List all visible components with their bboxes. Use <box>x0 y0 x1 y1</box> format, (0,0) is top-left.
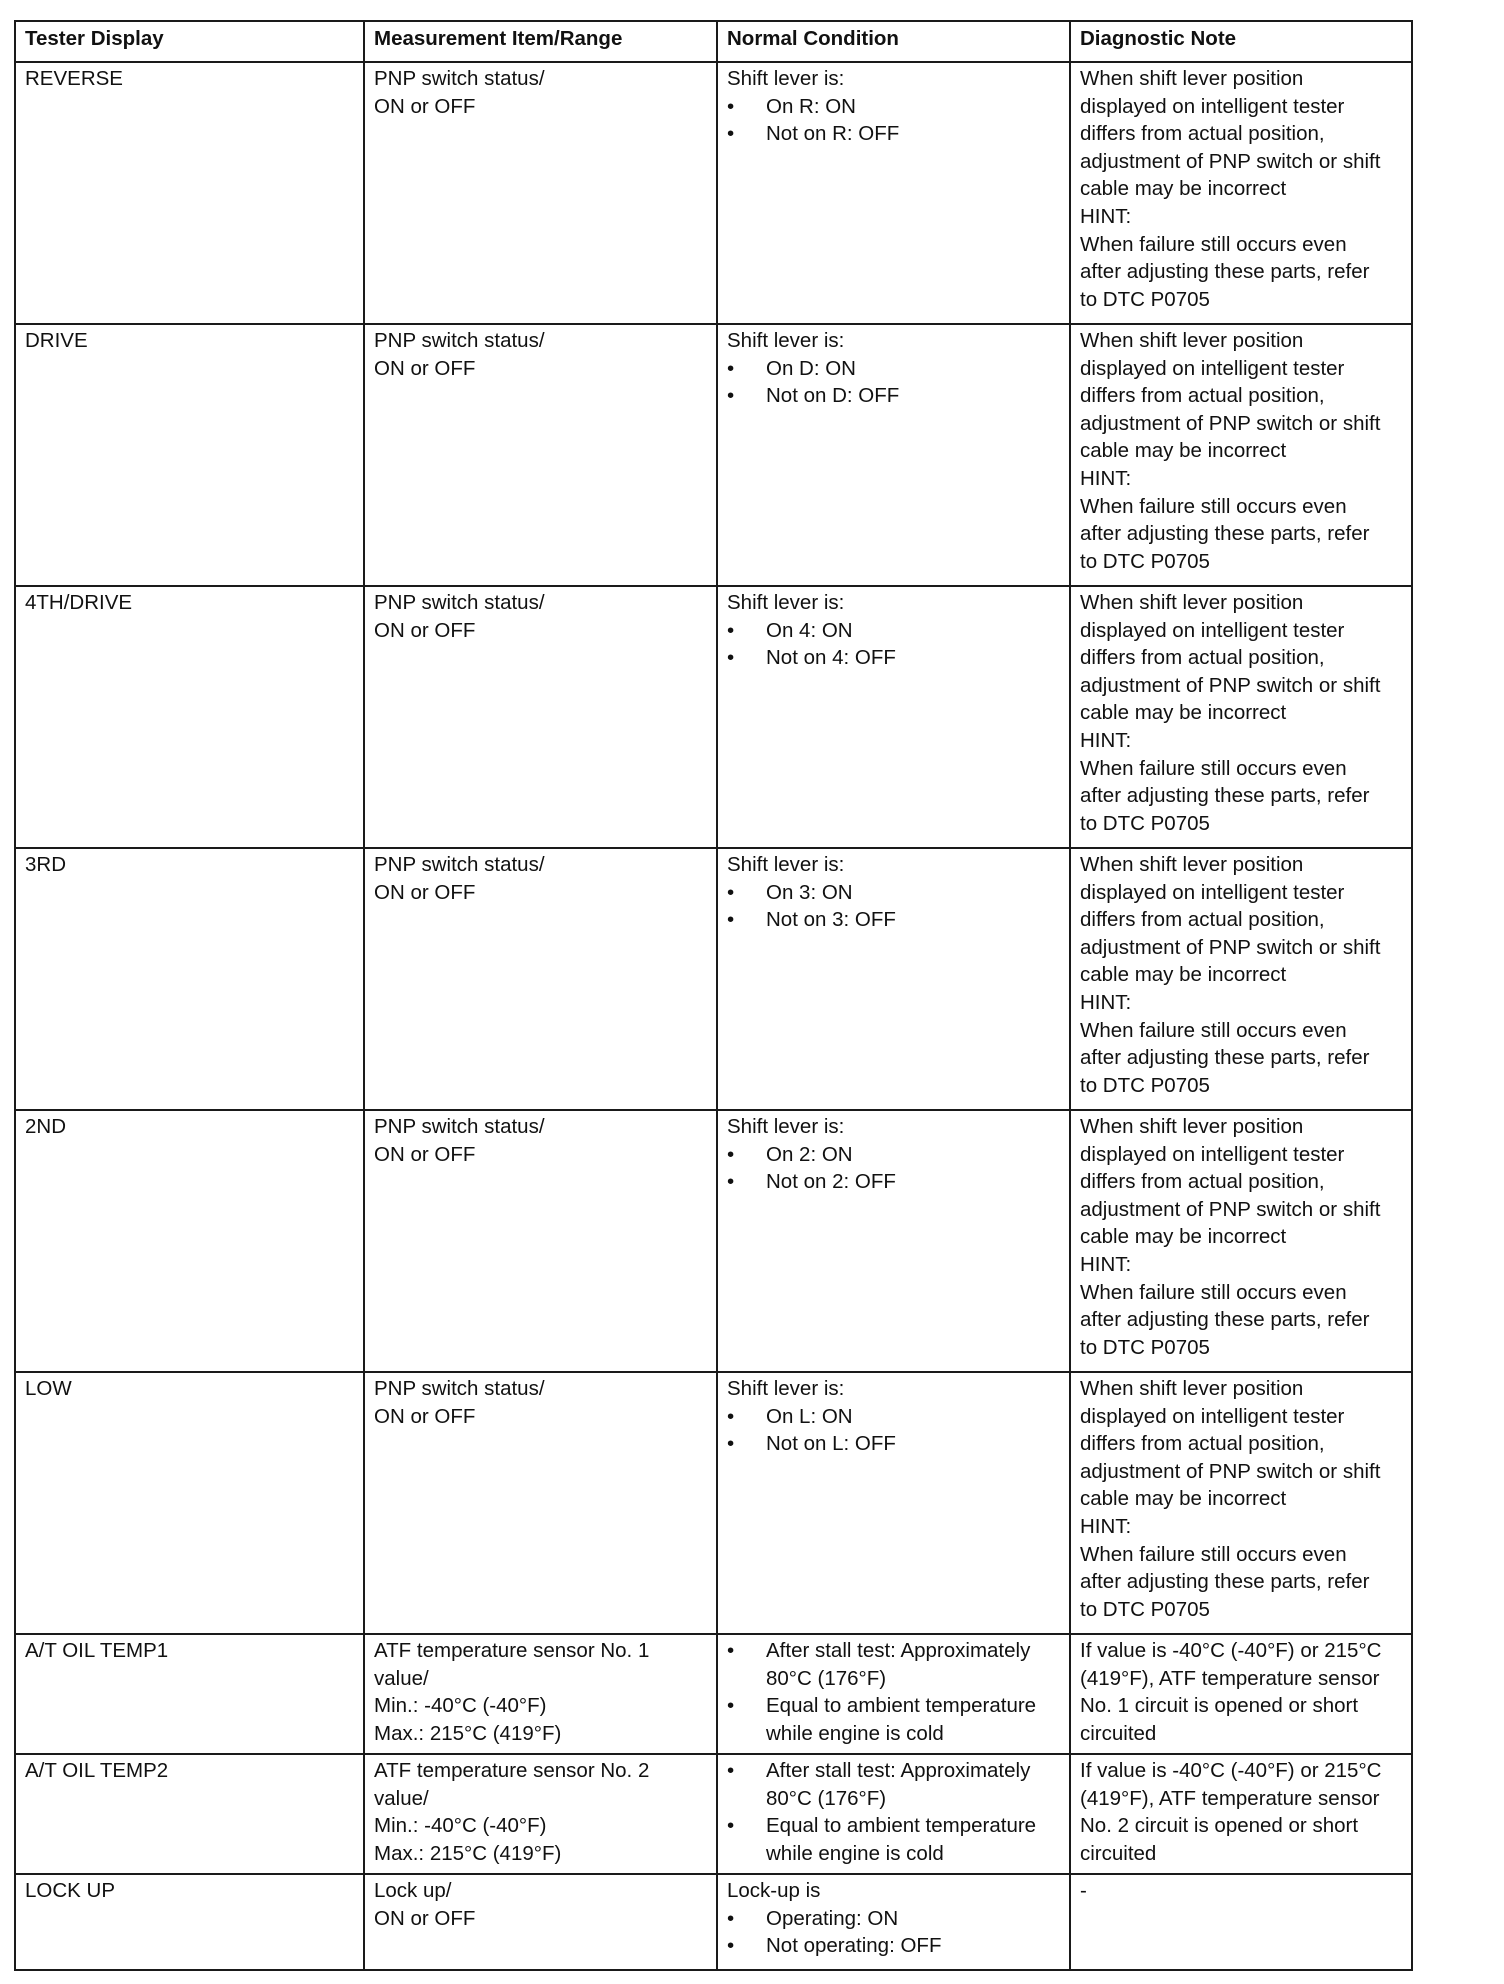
diagnostic-note-line: displayed on intelligent tester <box>1080 880 1345 904</box>
diagnostic-note-line: cable may be incorrect <box>1080 1225 1287 1249</box>
diagnostic-note-line: after adjusting these parts, refer <box>1080 784 1370 808</box>
measurement-line: ON or OFF <box>374 356 476 380</box>
bullet-dot: • <box>727 1814 735 1838</box>
normal-condition-bullet <box>727 382 1061 410</box>
cell-measurement-item <box>364 62 717 324</box>
diagnostic-note-line: adjustment of PNP switch or shift <box>1080 1459 1381 1483</box>
diagnostic-note-line: If value is -40°C (-40°F) or 215°C <box>1080 1639 1382 1662</box>
bullet-text: while engine is cold <box>766 1841 944 1865</box>
cell-normal-condition <box>717 62 1070 324</box>
cell-diagnostic-note <box>1070 1754 1412 1874</box>
data-list-table <box>14 20 1413 1971</box>
bullet-dot: • <box>727 618 735 642</box>
normal-condition-lead: Shift lever is: <box>727 329 845 352</box>
normal-condition-lead: Lock-up is <box>727 1879 821 1902</box>
diagnostic-note-line: after adjusting these parts, refer <box>1080 1570 1370 1594</box>
diagnostic-note-line: When shift lever position <box>1080 1115 1304 1138</box>
diagnostic-note-line: When shift lever position <box>1080 329 1304 352</box>
diagnostic-note-line: after adjusting these parts, refer <box>1080 1046 1370 1070</box>
diagnostic-note-line: - <box>1080 1879 1087 1902</box>
normal-condition-bullet <box>727 906 1061 934</box>
bullet-text: On 2: ON <box>766 1142 853 1166</box>
cell-tester-display <box>15 62 364 324</box>
measurement-line: PNP switch status/ <box>374 329 545 352</box>
bullet-dot: • <box>727 1639 735 1662</box>
header-diagnostic-note: Diagnostic Note <box>1070 21 1412 62</box>
normal-condition-bullet <box>727 1141 1061 1169</box>
measurement-line: Max.: 215°C (419°F) <box>374 1841 562 1865</box>
cell-normal-condition <box>717 848 1070 1110</box>
diagnostic-note-line: cable may be incorrect <box>1080 177 1287 201</box>
normal-condition-bullet <box>727 644 1061 672</box>
bullet-text: Equal to ambient temperature <box>766 1694 1037 1718</box>
bullet-dot: • <box>727 1694 735 1718</box>
normal-condition-bullet <box>727 1430 1061 1458</box>
diagnostic-note-line: When shift lever position <box>1080 1377 1304 1400</box>
diagnostic-note-line: differs from actual position, <box>1080 1432 1325 1456</box>
bullet-text: 80°C (176°F) <box>766 1786 887 1810</box>
normal-condition-bullet <box>727 1905 1061 1933</box>
diagnostic-note-line: When shift lever position <box>1080 67 1304 90</box>
table-row <box>15 1110 1412 1372</box>
cell-measurement-item <box>364 1372 717 1634</box>
diagnostic-note-line: When failure still occurs even <box>1080 494 1347 518</box>
cell-tester-display <box>15 324 364 586</box>
bullet-dot: • <box>727 908 735 932</box>
measurement-line: PNP switch status/ <box>374 1115 545 1138</box>
measurement-line: PNP switch status/ <box>374 1377 545 1400</box>
tester-display-text: 2ND <box>25 1115 67 1138</box>
diagnostic-note-line: after adjusting these parts, refer <box>1080 260 1370 284</box>
diagnostic-note-line: (419°F), ATF temperature sensor <box>1080 1666 1380 1690</box>
cell-tester-display <box>15 1634 364 1754</box>
bullet-text: Not on 3: OFF <box>766 908 896 932</box>
cell-diagnostic-note <box>1070 62 1412 324</box>
bullet-text: Not operating: OFF <box>766 1934 942 1958</box>
measurement-line: Min.: -40°C (-40°F) <box>374 1814 547 1838</box>
diagnostic-note-line: HINT: <box>1080 728 1132 752</box>
diagnostic-note-line: cable may be incorrect <box>1080 963 1287 987</box>
cell-normal-condition <box>717 1754 1070 1874</box>
diagnostic-note-line: HINT: <box>1080 1252 1132 1276</box>
table-row <box>15 848 1412 1110</box>
cell-measurement-item <box>364 324 717 586</box>
measurement-line: ON or OFF <box>374 1404 476 1428</box>
tester-display-text: 4TH/DRIVE <box>25 591 133 614</box>
cell-normal-condition <box>717 1634 1070 1754</box>
bullet-dot: • <box>727 1934 735 1958</box>
tester-display-text: DRIVE <box>25 329 88 352</box>
normal-condition-bullet <box>727 1168 1061 1196</box>
diagnostic-note-line: differs from actual position, <box>1080 122 1325 146</box>
bullet-text: On 4: ON <box>766 618 853 642</box>
bullet-dot: • <box>727 1759 735 1782</box>
measurement-line: ON or OFF <box>374 94 476 118</box>
diagnostic-note-line: adjustment of PNP switch or shift <box>1080 1197 1381 1221</box>
measurement-line: ON or OFF <box>374 880 476 904</box>
bullet-dot: • <box>727 94 735 118</box>
measurement-line: ON or OFF <box>374 1906 476 1930</box>
measurement-line: Max.: 215°C (419°F) <box>374 1721 562 1745</box>
table-row <box>15 324 1412 586</box>
diagnostic-note-line: to DTC P0705 <box>1080 1073 1210 1097</box>
cell-diagnostic-note <box>1070 1110 1412 1372</box>
normal-condition-bullet <box>727 879 1061 907</box>
bullet-text: On R: ON <box>766 94 856 118</box>
cell-measurement-item <box>364 848 717 1110</box>
normal-condition-bullet <box>727 1757 1061 1812</box>
normal-condition-bullet <box>727 1692 1061 1747</box>
tester-display-text: A/T OIL TEMP1 <box>25 1639 169 1662</box>
diagnostic-note-line: adjustment of PNP switch or shift <box>1080 149 1381 173</box>
diagnostic-note-line: adjustment of PNP switch or shift <box>1080 673 1381 697</box>
bullet-text: On L: ON <box>766 1404 853 1428</box>
diagnostic-note-line: to DTC P0705 <box>1080 287 1210 311</box>
diagnostic-note-line: HINT: <box>1080 204 1132 228</box>
bullet-text: while engine is cold <box>766 1721 944 1745</box>
cell-measurement-item <box>364 1874 717 1970</box>
cell-diagnostic-note <box>1070 1634 1412 1754</box>
table-row <box>15 62 1412 324</box>
normal-condition-bullet <box>727 120 1061 148</box>
bullet-text: Equal to ambient temperature <box>766 1814 1037 1838</box>
diagnostic-note-line: differs from actual position, <box>1080 908 1325 932</box>
cell-diagnostic-note <box>1070 586 1412 848</box>
cell-tester-display <box>15 1110 364 1372</box>
normal-condition-bullet <box>727 1932 1061 1960</box>
diagnostic-note-line: cable may be incorrect <box>1080 1487 1287 1511</box>
bullet-dot: • <box>727 880 735 904</box>
diagnostic-note-line: (419°F), ATF temperature sensor <box>1080 1786 1380 1810</box>
table-row <box>15 586 1412 848</box>
tester-display-text: REVERSE <box>25 67 123 90</box>
measurement-line: PNP switch status/ <box>374 67 545 90</box>
cell-diagnostic-note <box>1070 1372 1412 1634</box>
tester-display-text: LOW <box>25 1377 72 1400</box>
diagnostic-note-line: No. 2 circuit is opened or short <box>1080 1814 1359 1838</box>
bullet-text: Not on 2: OFF <box>766 1170 896 1194</box>
diagnostic-note-line: adjustment of PNP switch or shift <box>1080 411 1381 435</box>
bullet-dot: • <box>727 646 735 670</box>
bullet-text: On 3: ON <box>766 880 853 904</box>
cell-tester-display <box>15 1754 364 1874</box>
table-row <box>15 1634 1412 1754</box>
diagnostic-note-line: When shift lever position <box>1080 853 1304 876</box>
diagnostic-note-line: When failure still occurs even <box>1080 1280 1347 1304</box>
normal-condition-lead: Shift lever is: <box>727 1115 845 1138</box>
bullet-text: Not on R: OFF <box>766 122 900 146</box>
tester-display-text: A/T OIL TEMP2 <box>25 1759 169 1782</box>
diagnostic-note-line: If value is -40°C (-40°F) or 215°C <box>1080 1759 1382 1782</box>
diagnostic-note-line: HINT: <box>1080 466 1132 490</box>
cell-normal-condition <box>717 1372 1070 1634</box>
diagnostic-note-line: displayed on intelligent tester <box>1080 1142 1345 1166</box>
diagnostic-note-line: cable may be incorrect <box>1080 439 1287 463</box>
diagnostic-note-line: differs from actual position, <box>1080 646 1325 670</box>
table-body <box>15 62 1412 1970</box>
diagnostic-note-line: When shift lever position <box>1080 591 1304 614</box>
bullet-dot: • <box>727 1432 735 1456</box>
bullet-text: Not on L: OFF <box>766 1432 896 1456</box>
diagnostic-note-line: to DTC P0705 <box>1080 1597 1210 1621</box>
diagnostic-note-line: circuited <box>1080 1721 1157 1745</box>
bullet-dot: • <box>727 384 735 408</box>
cell-measurement-item <box>364 1754 717 1874</box>
cell-tester-display <box>15 1372 364 1634</box>
diagnostic-note-line: displayed on intelligent tester <box>1080 1404 1345 1428</box>
measurement-line: PNP switch status/ <box>374 853 545 876</box>
tester-display-text: LOCK UP <box>25 1879 115 1902</box>
normal-condition-bullet <box>727 355 1061 383</box>
normal-condition-bullet <box>727 1403 1061 1431</box>
normal-condition-bullet <box>727 93 1061 121</box>
normal-condition-bullet <box>727 1812 1061 1867</box>
bullet-dot: • <box>727 122 735 146</box>
measurement-line: ATF temperature sensor No. 1 <box>374 1639 650 1662</box>
header-measurement-item-range: Measurement Item/Range <box>364 21 717 62</box>
normal-condition-lead: Shift lever is: <box>727 67 845 90</box>
measurement-line: PNP switch status/ <box>374 591 545 614</box>
cell-tester-display <box>15 848 364 1110</box>
table-header <box>15 21 1412 62</box>
measurement-line: value/ <box>374 1786 429 1810</box>
normal-condition-lead: Shift lever is: <box>727 853 845 876</box>
cell-diagnostic-note <box>1070 848 1412 1110</box>
bullet-text: 80°C (176°F) <box>766 1666 887 1690</box>
table-row <box>15 1754 1412 1874</box>
diagnostic-note-line: HINT: <box>1080 1514 1132 1538</box>
diagnostic-note-line: When failure still occurs even <box>1080 1542 1347 1566</box>
diagnostic-note-line: differs from actual position, <box>1080 384 1325 408</box>
diagnostic-note-line: to DTC P0705 <box>1080 549 1210 573</box>
diagnostic-note-line: to DTC P0705 <box>1080 1335 1210 1359</box>
diagnostic-data-list <box>14 20 1411 1971</box>
bullet-text: Not on D: OFF <box>766 384 900 408</box>
header-normal-condition: Normal Condition <box>717 21 1070 62</box>
diagnostic-note-line: to DTC P0705 <box>1080 811 1210 835</box>
diagnostic-note-line: cable may be incorrect <box>1080 701 1287 725</box>
bullet-dot: • <box>727 356 735 380</box>
cell-measurement-item <box>364 1634 717 1754</box>
bullet-text: On D: ON <box>766 356 856 380</box>
diagnostic-note-line: displayed on intelligent tester <box>1080 94 1345 118</box>
table-row <box>15 1372 1412 1634</box>
measurement-line: value/ <box>374 1666 429 1690</box>
cell-diagnostic-note <box>1070 324 1412 586</box>
diagnostic-note-line: HINT: <box>1080 990 1132 1014</box>
normal-condition-bullet <box>727 617 1061 645</box>
cell-normal-condition <box>717 586 1070 848</box>
normal-condition-bullet <box>727 1637 1061 1692</box>
diagnostic-note-line: When failure still occurs even <box>1080 756 1347 780</box>
measurement-line: ON or OFF <box>374 1142 476 1166</box>
bullet-text: Not on 4: OFF <box>766 646 896 670</box>
bullet-dot: • <box>727 1170 735 1194</box>
cell-measurement-item <box>364 586 717 848</box>
cell-normal-condition <box>717 324 1070 586</box>
measurement-line: Lock up/ <box>374 1879 452 1902</box>
cell-normal-condition <box>717 1874 1070 1970</box>
cell-diagnostic-note <box>1070 1874 1412 1970</box>
diagnostic-note-line: circuited <box>1080 1841 1157 1865</box>
bullet-text: Operating: ON <box>766 1906 899 1930</box>
cell-measurement-item <box>364 1110 717 1372</box>
diagnostic-note-line: No. 1 circuit is opened or short <box>1080 1694 1359 1718</box>
measurement-line: ATF temperature sensor No. 2 <box>374 1759 650 1782</box>
bullet-text: After stall test: Approximately <box>766 1639 1031 1662</box>
bullet-dot: • <box>727 1142 735 1166</box>
diagnostic-note-line: after adjusting these parts, refer <box>1080 1308 1370 1332</box>
diagnostic-note-line: When failure still occurs even <box>1080 232 1347 256</box>
measurement-line: ON or OFF <box>374 618 476 642</box>
bullet-text: After stall test: Approximately <box>766 1759 1031 1782</box>
diagnostic-note-line: displayed on intelligent tester <box>1080 618 1345 642</box>
diagnostic-note-line: adjustment of PNP switch or shift <box>1080 935 1381 959</box>
diagnostic-note-line: differs from actual position, <box>1080 1170 1325 1194</box>
diagnostic-note-line: displayed on intelligent tester <box>1080 356 1345 380</box>
tester-display-text: 3RD <box>25 853 67 876</box>
bullet-dot: • <box>727 1404 735 1428</box>
diagnostic-note-line: after adjusting these parts, refer <box>1080 522 1370 546</box>
normal-condition-lead: Shift lever is: <box>727 591 845 614</box>
header-row <box>15 21 1412 62</box>
cell-tester-display <box>15 1874 364 1970</box>
measurement-line: Min.: -40°C (-40°F) <box>374 1694 547 1718</box>
cell-tester-display <box>15 586 364 848</box>
cell-normal-condition <box>717 1110 1070 1372</box>
normal-condition-lead: Shift lever is: <box>727 1377 845 1400</box>
header-tester-display: Tester Display <box>15 21 364 62</box>
bullet-dot: • <box>727 1906 735 1930</box>
table-row <box>15 1874 1412 1970</box>
diagnostic-note-line: When failure still occurs even <box>1080 1018 1347 1042</box>
